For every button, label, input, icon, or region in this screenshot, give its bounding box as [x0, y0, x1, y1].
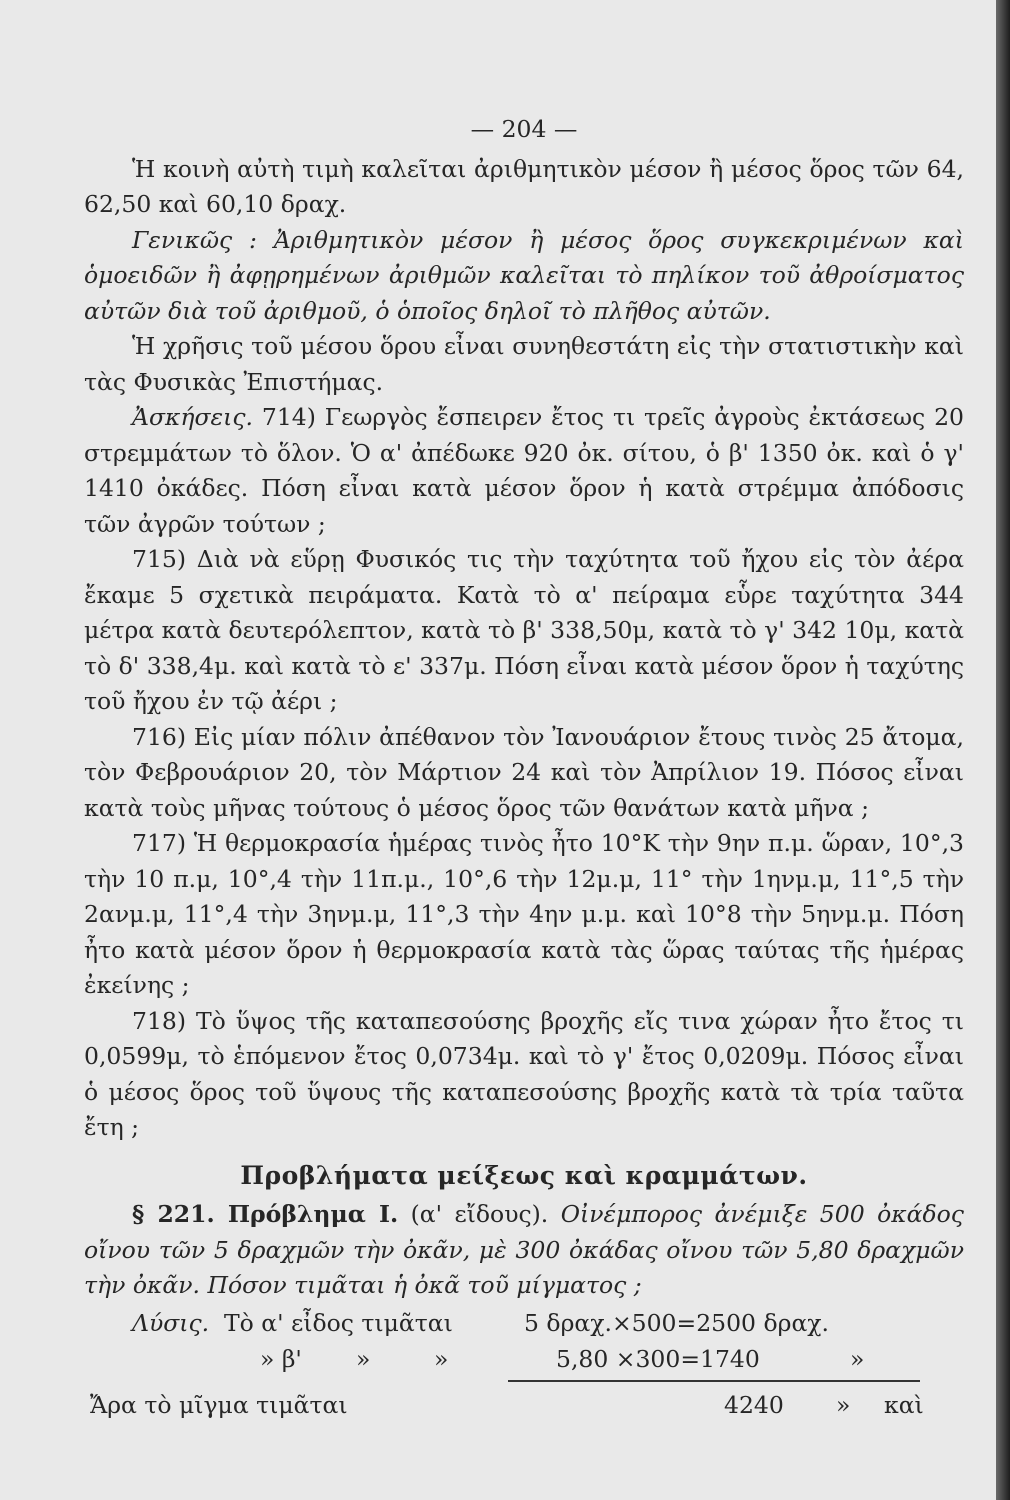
exercise-715: 715) Διὰ νὰ εὕρῃ Φυσικός τις τὴν ταχύτητα τοῦ ἤχου εἰς τὸν ἀέρα ἔκαμε 5 σχετικὰ πειράματα. Κατὰ τὸ α' πείραμα εὗρε ταχύτητα 344 μέτρα κατὰ δευτερόλεπτον, κατὰ τὸ β' 338,50μ, κατὰ τὸ γ' 342 10μ, κατὰ τὸ δ' 338,4μ. καὶ κατὰ τὸ ε' 337μ. Πόση εἶναι κατὰ μέσον ὅρον ἡ ταχύτης τοῦ ἤχου ἐν τῷ ἀέρι ; — [84, 545, 964, 715]
exercise-714 — [84, 400, 964, 542]
problem-1 — [84, 1197, 964, 1304]
problem-statement: Οἰνέμπορος ἀνέμιξε 500 ὀκάδος οἴνου τῶν 5 δραχμῶν τὴν ὀκᾶν, μὲ 300 ὀκάδας οἴνου τῶν 5,80 δραχμῶν τὴν ὀκᾶν. Πόσον τιμᾶται ἡ ὀκᾶ τοῦ μίγματος ; — [84, 1200, 964, 1299]
solution-total: 4240 — [724, 1390, 784, 1419]
exercises-label: Ἀσκήσεις. — [132, 403, 253, 431]
paragraph-mean-definition: Ἡ κοινὴ αὐτὴ τιμὴ καλεῖται ἀριθμητικὸν μέσον ἢ μέσος ὅρος τῶν 64, 62,50 καὶ 60,10 δραχ. — [84, 154, 964, 218]
exercise-716: 716) Εἰς μίαν πόλιν ἀπέθανον τὸν Ἰανουάριον ἔτους τινὸς 25 ἄτομα, τὸν Φεβρουάριον 20, τὸν Μάρτιον 24 καὶ τὸν Ἀπρίλιον 19. Πόσος εἶναι κατὰ τοὺς μῆνας τούτους ὁ μέσος ὅρος τῶν θανάτων κατὰ μῆνα ; — [84, 722, 964, 822]
solution-line2-mark2: » — [434, 1344, 449, 1373]
solution-line3-end: » — [836, 1390, 851, 1419]
sum-rule — [508, 1380, 920, 1382]
solution-line2-label: » β' — [260, 1344, 302, 1373]
section-number: § 221. — [132, 1200, 215, 1228]
problem-kind: (α' εἴδους). — [398, 1200, 549, 1228]
exercise-714-text: 714) Γεωργὸς ἔσπειρεν ἔτος τι τρεῖς ἀγροὺς ἐκτάσεως 20 στρεμμάτων τὸ ὅλον. Ὁ α' ἀπέδωκε 920 ὀκ. σίτου, ὁ β' 1350 ὀκ. καὶ ὁ γ' 1410 ὀκάδες. Πόση εἶναι κατὰ μέσον ὅρον ἡ κατὰ στρέμμα ἀπόδοσις τῶν ἀγρῶν τούτων ; — [84, 403, 964, 538]
solution-line2-mark: » — [356, 1344, 371, 1373]
solution-line2-calc: 5,80 ×300=1740 — [556, 1344, 760, 1373]
paragraph-usage: Ἡ χρῆσις τοῦ μέσου ὅρου εἶναι συνηθεστάτη εἰς τὴν στατιστικὴν καὶ τὰς Φυσικὰς Ἐπιστήμας. — [84, 332, 964, 396]
exercise-718: 718) Τὸ ὕψος τῆς καταπεσούσης βροχῆς εἴς τινα χώραν ἦτο ἔτος τι 0,0599μ, τὸ ἑπόμενον ἔτος 0,0734μ. καὶ τὸ γ' ἔτος 0,0209μ. Πόσος εἶναι ὁ μέσος ὅρος τοῦ ὕψους τῆς καταπεσούσης βροχῆς κατὰ τὰ τρία ταῦτα ἔτη ; — [84, 1006, 964, 1141]
solution-line3-text: Ἄρα τὸ μῖγμα τιμᾶται — [90, 1390, 348, 1419]
problem-title: Πρόβλημα Ι. — [214, 1200, 399, 1228]
solution-line3-tail: καὶ — [884, 1390, 924, 1419]
paragraph-general-definition: Γενικῶς : Ἀριθμητικὸν μέσον ἢ μέσος ὅρος συγκεκριμένων καὶ ὁμοειδῶν ἢ ἀφῃρημένων ἀριθμῶν καλεῖται τὸ πηλίκον τοῦ ἀθροίσματος αὐτῶν διὰ τοῦ ἀριθμοῦ, ὁ ὁποῖος δηλοῖ τὸ πλῆθος αὐτῶν. — [84, 225, 964, 325]
solution-line2-end: » — [850, 1344, 865, 1373]
exercise-717: 717) Ἡ θερμοκρασία ἡμέρας τινὸς ἦτο 10°Κ τὴν 9ην π.μ. ὥραν, 10°,3 τὴν 10 π.μ, 10°,4 τὴν 11π.μ., 10°,6 τὴν 12μ.μ, 11° τὴν 1ηνμ.μ, 11°,5 τὴν 2ανμ.μ, 11°,4 τὴν 3ηνμ.μ, 11°,3 τὴν 4ην μ.μ. καὶ 10°8 τὴν 5ηνμ.μ. Πόση ἦτο κατὰ μέσον ὅρον ἡ θερμοκρασία κατὰ τὰς ὥρας ταύτας τῆς ἡμέρας ἐκείνης ; — [84, 829, 964, 999]
book-spine-edge — [996, 0, 1010, 1500]
solution-calculation — [84, 1306, 964, 1426]
solution-line1-calc: 5 δραχ.×500=2500 δραχ. — [524, 1308, 830, 1337]
solution-label: Λύσις. — [132, 1308, 210, 1337]
page-number: — 204 — — [470, 115, 578, 143]
solution-line1-text: Τὸ α' εἶδος τιμᾶται — [224, 1308, 453, 1337]
page-text — [84, 112, 964, 1426]
section-heading: Προβλήματα μείξεως καὶ κραμμάτων. — [240, 1160, 808, 1190]
